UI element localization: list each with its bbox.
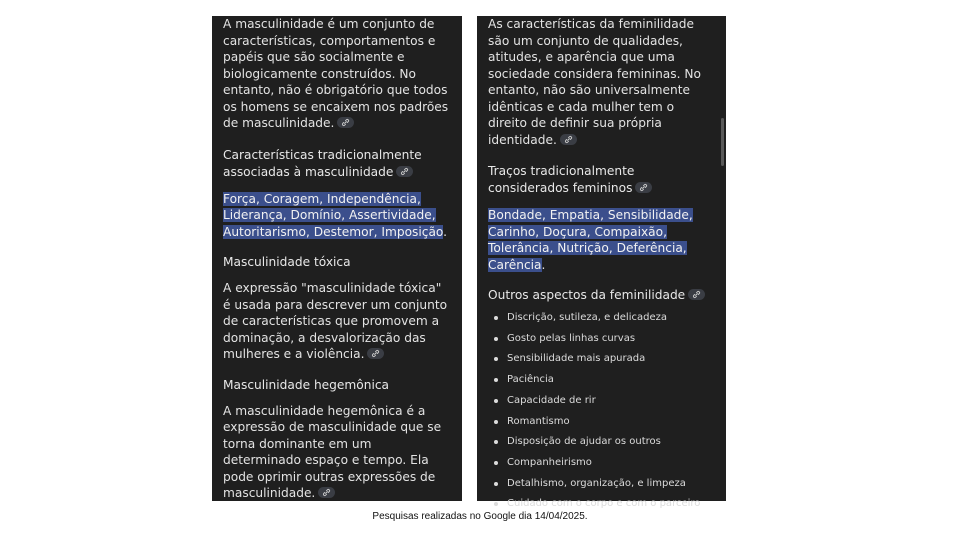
- link-icon: [692, 290, 701, 299]
- bullet-icon: [494, 440, 498, 444]
- list-item: Detalhismo, organização, e limpeza: [488, 474, 716, 495]
- bullet-icon: [494, 357, 498, 361]
- toxic-masculinity-text: A expressão "masculinidade tóxica" é usada para descrever um conjunto de características que promovem a dominação, a desvalorização das mulheres e a violência.: [223, 281, 448, 361]
- list-item: Paciência: [488, 370, 716, 391]
- source-link-button[interactable]: [396, 166, 413, 177]
- bullet-icon: [494, 502, 498, 506]
- femininity-traits-list: Bondade, Empatia, Sensibilidade, Carinho, Doçura, Compaixão, Tolerância, Nutrição, Deferência, Carência.: [488, 208, 693, 272]
- other-aspects-heading: Outros aspectos da feminilidade: [488, 287, 716, 304]
- bullet-icon: [494, 461, 498, 465]
- masculinity-intro: A masculinidade é um conjunto de características, comportamentos e papéis que são socialmente e biologicamente construídos. No entanto, não é obrigatório que todos os homens se encaixem nos padrões de masculinidade.: [223, 17, 449, 130]
- link-icon: [639, 183, 648, 192]
- bullet-icon: [494, 420, 498, 424]
- list-item: Capacidade de rir: [488, 391, 716, 412]
- bullet-icon: [494, 482, 498, 486]
- masculinity-traits-list: Força, Coragem, Independência, Liderança, Domínio, Assertividade, Autoritarismo, Destemor, Imposição.: [223, 191, 448, 239]
- link-icon: [400, 167, 409, 176]
- link-icon: [341, 118, 350, 127]
- list-item: Sensibilidade mais apurada: [488, 349, 716, 370]
- link-icon: [371, 349, 380, 358]
- bullet-icon: [494, 399, 498, 403]
- scrollbar[interactable]: [721, 118, 724, 166]
- bullet-icon: [494, 337, 498, 341]
- femininity-traits-heading: Traços tradicionalmente considerados femininos: [488, 163, 716, 197]
- source-link-button[interactable]: [635, 182, 652, 193]
- source-link-button[interactable]: [688, 289, 705, 300]
- femininity-panel: [477, 16, 726, 510]
- bullet-icon: [494, 316, 498, 320]
- link-icon: [564, 135, 573, 144]
- source-link-button[interactable]: [318, 487, 335, 498]
- link-icon: [322, 488, 331, 497]
- source-link-button[interactable]: [560, 134, 577, 145]
- femininity-intro: As características da feminilidade são um conjunto de qualidades, atitudes, e aparência que uma sociedade considera femininas. No entanto, não são universalmente idênticas e cada mulher tem o direito de definir sua própria identidade.: [488, 17, 701, 147]
- hegemonic-masculinity-text: A masculinidade hegemônica é a expressão de masculinidade que se torna dominante em um determinado espaço e tempo. Ela pode oprimir outras expressões de masculinidade.: [223, 403, 442, 500]
- list-item: Companheirismo: [488, 453, 716, 474]
- hegemonic-masculinity-heading: Masculinidade hegemônica: [223, 377, 390, 392]
- list-item: Gosto pelas linhas curvas: [488, 329, 716, 350]
- masculinity-traits-heading: Características tradicionalmente associadas à masculinidade: [223, 147, 422, 179]
- toxic-masculinity-heading: Masculinidade tóxica: [223, 255, 351, 269]
- list-item: Disposição de ajudar os outros: [488, 432, 716, 453]
- list-item: Romantismo: [488, 412, 716, 433]
- list-item: Cuidado com o corpo e com o parceiro: [488, 494, 716, 515]
- highlighted-traits: Bondade, Empatia, Sensibilidade, Carinho, Doçura, Compaixão, Tolerância, Nutrição, Deferência, Carência: [488, 208, 693, 272]
- source-link-button[interactable]: [367, 348, 384, 359]
- bullet-icon: [494, 378, 498, 382]
- highlighted-traits: Força, Coragem, Independência, Liderança, Domínio, Assertividade, Autoritarismo, Destemor, Imposição: [223, 191, 444, 239]
- masculinity-panel: [212, 16, 462, 501]
- source-link-button[interactable]: [337, 117, 354, 128]
- list-item: Discrição, sutileza, e delicadeza: [488, 308, 716, 329]
- slide-caption: Pesquisas realizadas no Google dia 14/04/2025.: [372, 511, 588, 522]
- other-aspects-list: [488, 308, 716, 515]
